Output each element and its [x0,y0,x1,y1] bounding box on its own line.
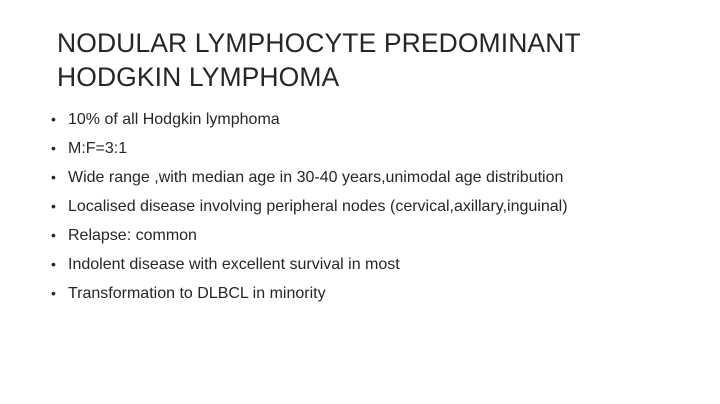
bullet-item [51,253,691,276]
bullet-text: Relapse: common [68,227,197,244]
bullet-dot-icon: • [51,140,56,156]
bullet-dot-icon: • [51,285,56,301]
bullet-item [51,108,691,131]
bullet-item [51,224,691,247]
bullet-dot-icon: • [51,198,56,214]
bullet-dot-icon: • [51,227,56,243]
bullet-item [51,137,691,160]
bullet-dot-icon: • [51,111,56,127]
bullet-item [51,282,691,305]
bullet-text: Wide range ,with median age in 30-40 years,unimodal age distribution [68,169,564,186]
bullet-text: Indolent disease with excellent survival in most [68,256,400,273]
bullet-dot-icon: • [51,169,56,185]
bullet-list [51,108,691,311]
bullet-dot-icon: • [51,256,56,272]
bullet-item [51,166,691,189]
bullet-text: Transformation to DLBCL in minority [68,285,326,302]
slide-title-line-1: NODULAR LYMPHOCYTE PREDOMINANT [57,28,581,58]
bullet-text: 10% of all Hodgkin lymphoma [68,111,280,128]
bullet-text: Localised disease involving peripheral nodes (cervical,axillary,inguinal) [68,198,568,215]
slide-title [57,26,697,94]
slide-title-line-2: HODGKIN LYMPHOMA [57,62,340,92]
bullet-text: M:F=3:1 [68,140,128,157]
bullet-item [51,195,691,218]
